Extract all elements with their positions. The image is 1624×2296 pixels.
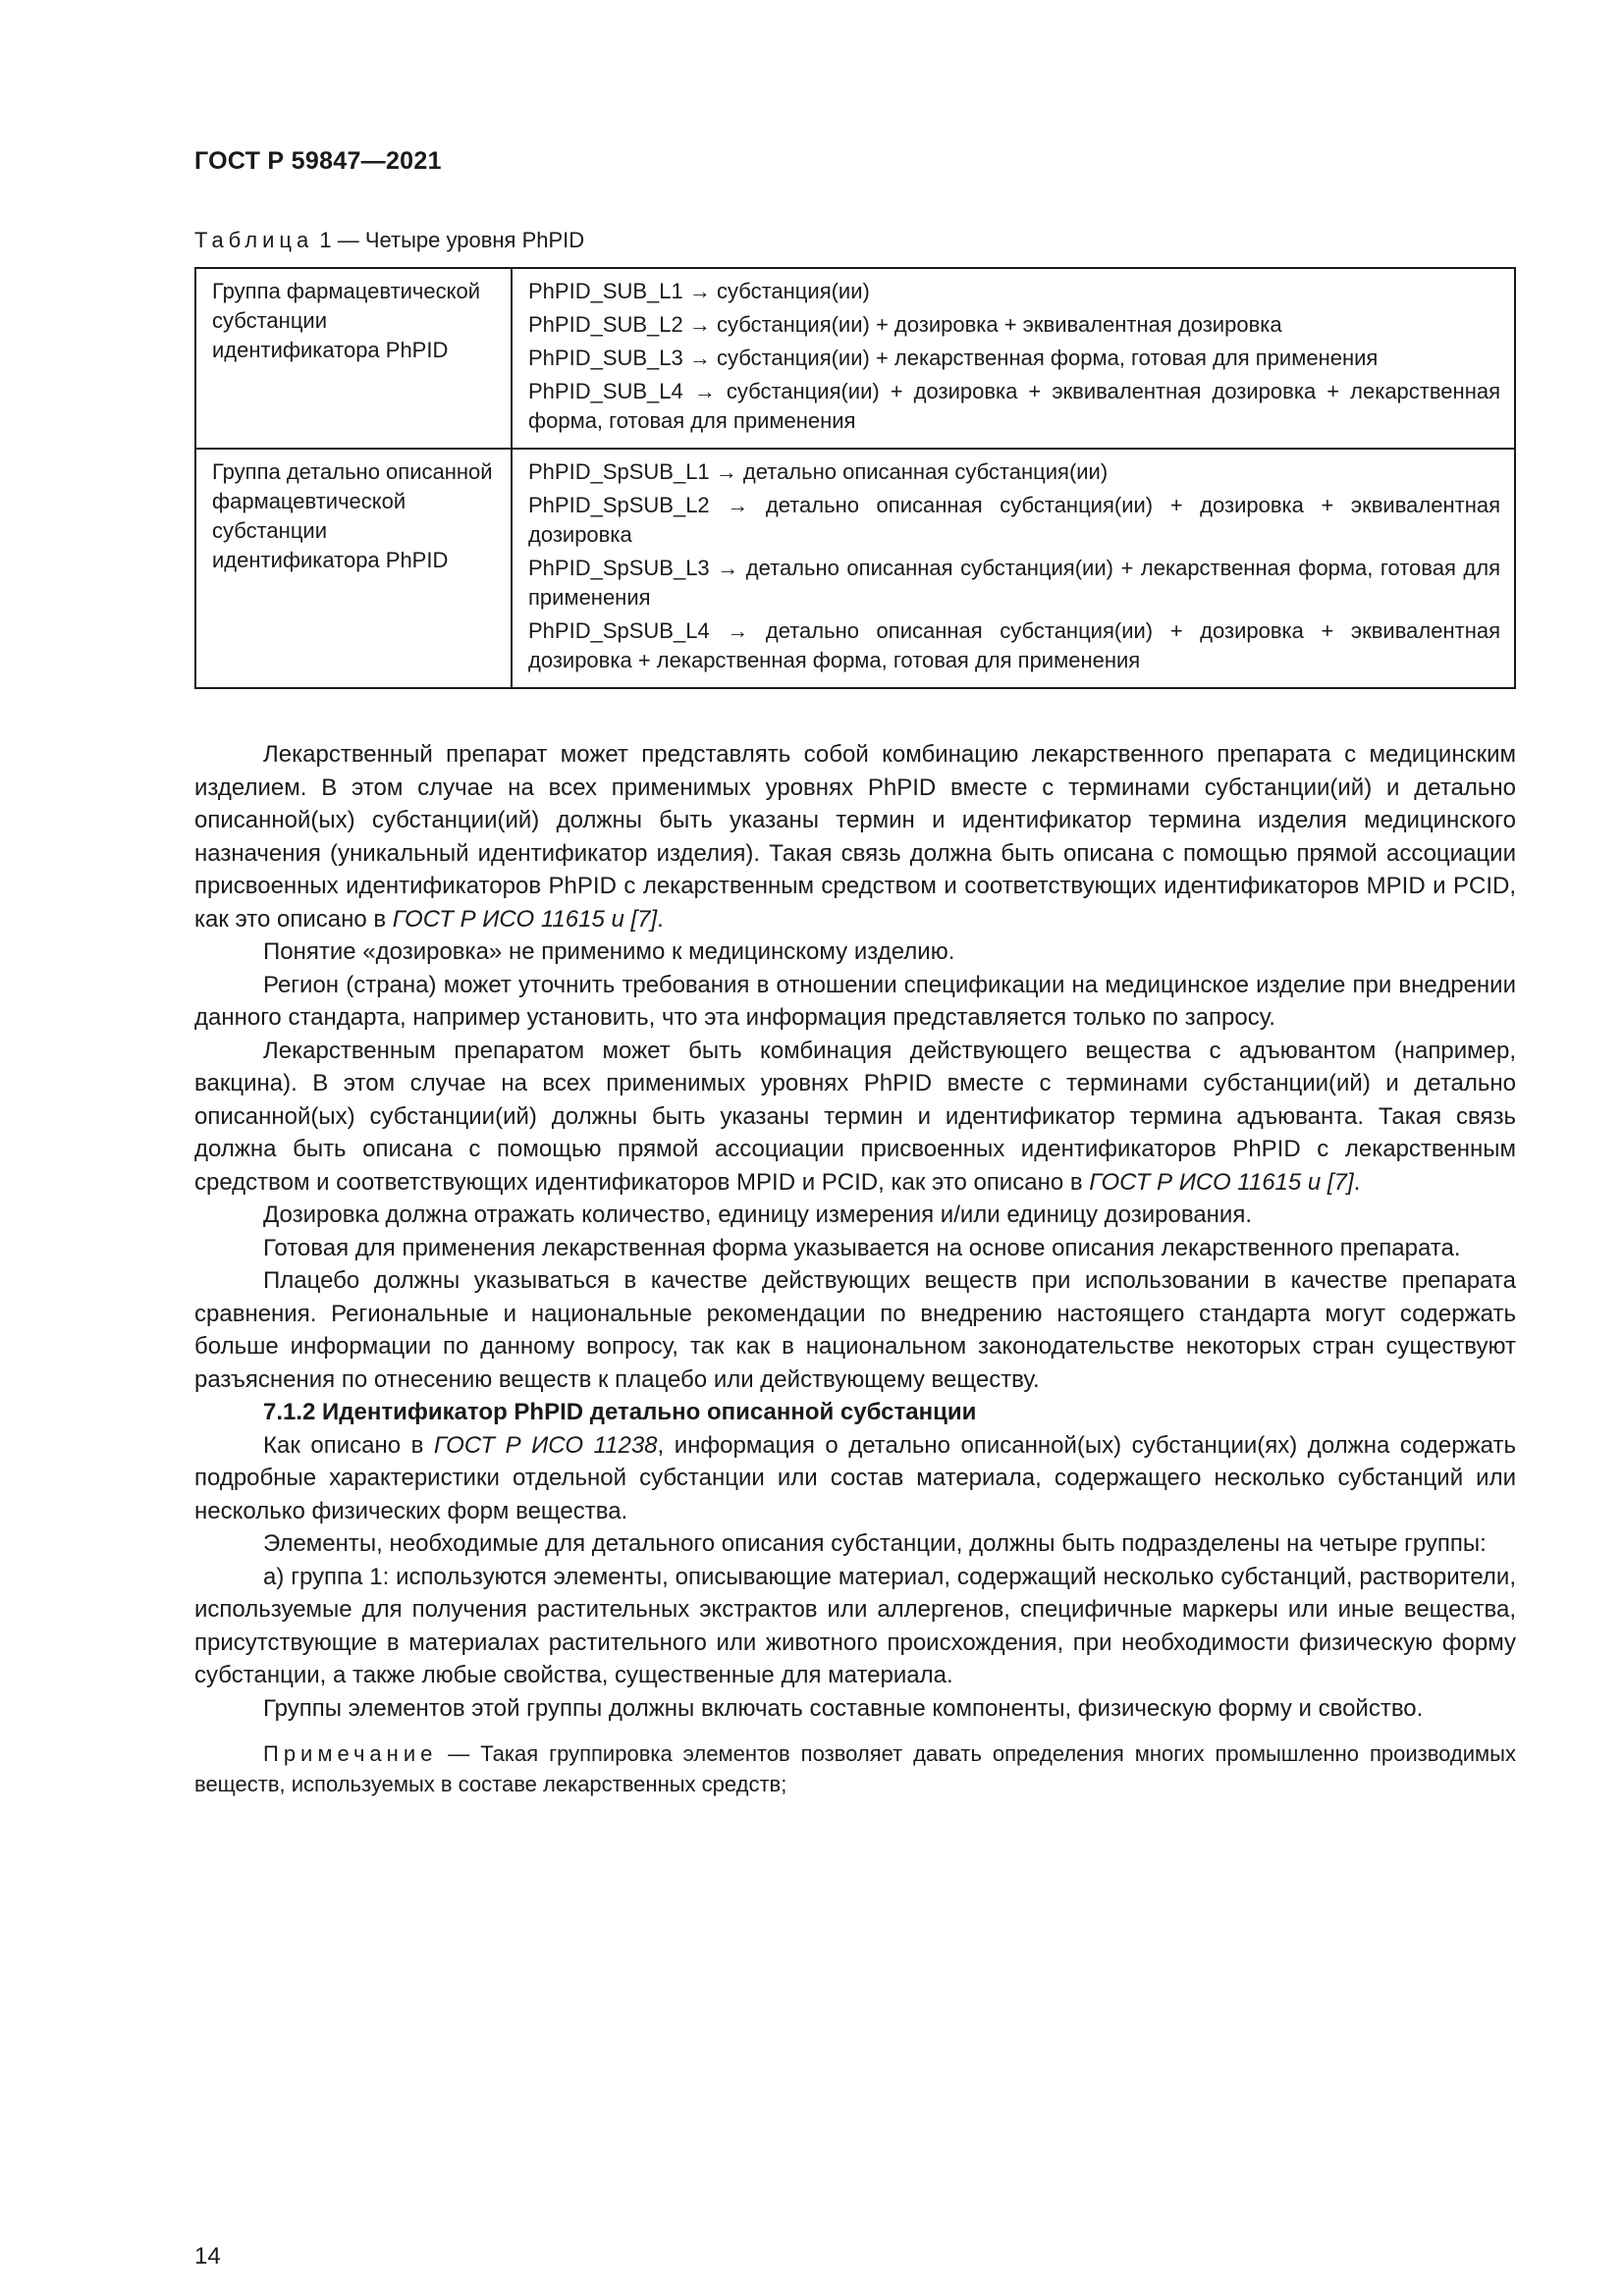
level-line: PhPID_SpSUB_L3 → детально описанная субстанция(ии) + лекарственная форма, готовая для применения	[528, 556, 1500, 610]
page-number: 14	[194, 2243, 221, 2269]
paragraph-end: .	[1353, 1168, 1361, 1196]
level-line: PhPID_SpSUB_L1 → детально описанная субстанция(ии)	[528, 459, 1109, 484]
note	[194, 1738, 1516, 1799]
note-text: — Такая группировка элементов позволяет давать определения многих промышленно производимых веществ, используемых в составе лекарственных средств;	[194, 1741, 1516, 1796]
paragraph-text: Лекарственным препаратом может быть комбинация действующего вещества с адъювантом (например, вакцина). В этом случае на всех применимых уровнях PhPID вместе с терминами субстанции(ий) и детально описанной(ых) субстанции(ий) должны быть указаны термин и идентификатор термина адъюванта. Такая связь должна быть описана с помощью прямой ассоциации присвоенных идентификаторов PhPID с лекарственным средством и соответствующих идентификаторов MPID и PCID, как это описано в	[194, 1037, 1516, 1196]
paragraph	[194, 1429, 1516, 1528]
level-line: PhPID_SUB_L4 → субстанция(ии) + дозировка + эквивалентная дозировка + лекарственная форма, готовая для применения	[528, 379, 1500, 433]
levels-cell	[512, 449, 1515, 688]
table-row	[195, 268, 1515, 449]
paragraph: Дозировка должна отражать количество, единицу измерения и/или единицу дозирования.	[263, 1201, 1252, 1228]
standard-reference: ГОСТ Р ИСО 11238	[433, 1431, 658, 1459]
paragraph: Готовая для применения лекарственная форма указывается на основе описания лекарственного препарата.	[263, 1234, 1461, 1261]
paragraph-text: Как описано в	[263, 1431, 434, 1459]
document-number: ГОСТ Р 59847—2021	[194, 147, 442, 175]
table-caption-title: 1 — Четыре уровня PhPID	[313, 228, 585, 252]
table-caption	[194, 228, 584, 253]
paragraph-end: .	[657, 905, 664, 933]
phpid-levels-table	[194, 267, 1516, 689]
level-line: PhPID_SUB_L2 → субстанция(ии) + дозировка + эквивалентная дозировка	[528, 312, 1282, 337]
paragraph: Группы элементов этой группы должны включать составные компоненты, физическую форму и свойство.	[263, 1694, 1424, 1722]
paragraph: Понятие «дозировка» не применимо к медицинскому изделию.	[263, 938, 955, 965]
levels-cell	[512, 268, 1515, 449]
paragraph: Регион (страна) может уточнить требования в отношении спецификации на медицинское изделие при внедрении данного стандарта, например установить, что эта информация представляется только по запросу.	[194, 971, 1516, 1031]
level-line: PhPID_SpSUB_L2 → детально описанная субстанция(ии) + дозировка + эквивалентная дозировка	[528, 493, 1500, 547]
note-label: Примечание	[263, 1741, 438, 1766]
table-caption-word: Таблица	[194, 228, 314, 252]
level-line: PhPID_SUB_L3 → субстанция(ии) + лекарственная форма, готовая для применения	[528, 346, 1379, 370]
table-row	[195, 449, 1515, 688]
paragraph-text: , информация о детально описанной(ых) субстанции(ях) должна содержать подробные характеристики отдельной субстанции или состав материала, содержащего несколько субстанций или несколько физических форм вещества.	[194, 1431, 1516, 1524]
group-cell: Группа фармацевтической субстанции идентификатора PhPID	[195, 268, 512, 449]
level-line: PhPID_SpSUB_L4 → детально описанная субстанция(ии) + дозировка + эквивалентная дозировка + лекарственная форма, готовая для применения	[528, 618, 1500, 672]
paragraph-text: Лекарственный препарат может представлять собой комбинацию лекарственного препарата с медицинским изделием. В этом случае на всех применимых уровнях PhPID вместе с терминами субстанции(ий) и детально описанной(ых) субстанции(ий) должны быть указаны термин и идентификатор термина изделия медицинского назначения (уникальный идентификатор изделия). Такая связь должна быть описана с помощью прямой ассоциации присвоенных идентификаторов PhPID с лекарственным средством и соответствующих идентификаторов MPID и PCID, как это описано в	[194, 741, 1516, 933]
paragraph: Элементы, необходимые для детального описания субстанции, должны быть подразделены на четыре группы:	[263, 1530, 1487, 1557]
standard-reference: ГОСТ Р ИСО 11615 и [7]	[392, 905, 658, 933]
list-item: а) группа 1: используются элементы, описывающие материал, содержащий несколько субстанций, растворители, используемые для получения растительных экстрактов или аллергенов, специфичные маркеры или иные вещества, присутствующие в материалах растительного или животного происхождения, при необходимости физическую форму субстанции, а также любые свойства, существенные для материала.	[194, 1563, 1516, 1688]
standard-reference: ГОСТ Р ИСО 11615 и [7]	[1089, 1168, 1354, 1196]
body-text	[194, 738, 1516, 1799]
paragraph: Плацебо должны указываться в качестве действующих веществ при использовании в качестве препарата сравнения. Региональные и национальные рекомендации по внедрению настоящего стандарта могут содержать больше информации по данному вопросу, так как в национальном законодательстве некоторых стран существуют разъяснения по отнесению веществ к плацебо или действующему веществу.	[194, 1267, 1516, 1393]
paragraph	[194, 1035, 1516, 1200]
level-line: PhPID_SUB_L1 → субстанция(ии)	[528, 279, 870, 303]
group-cell: Группа детально описанной фармацевтической субстанции идентификатора PhPID	[195, 449, 512, 688]
section-heading: 7.1.2 Идентификатор PhPID детально описанной субстанции	[263, 1399, 977, 1425]
paragraph	[194, 738, 1516, 935]
